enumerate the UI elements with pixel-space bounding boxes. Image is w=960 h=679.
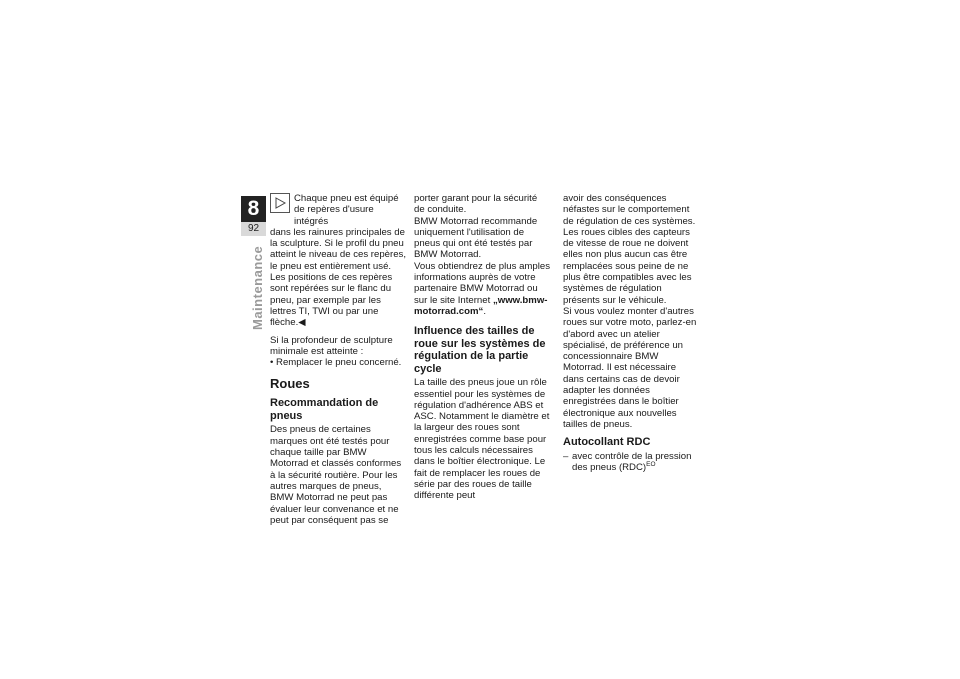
rdc-item-text: avec contrôle de la pression des pneus (RDC): [572, 450, 692, 474]
column-1: [270, 193, 406, 526]
rdc-superscript: EO: [646, 460, 656, 468]
column-3: [563, 193, 699, 473]
note-line-2: de repères d'usure intégrés: [294, 204, 374, 227]
page-number: 92: [241, 222, 266, 236]
dash-marker: –: [563, 450, 569, 462]
heading-rdc: Autocollant RDC: [563, 436, 651, 449]
rdc-list-item: [563, 451, 699, 474]
info-text: Vous obtiendrez de plus amples informations auprès de votre partenaire BMW Motorrad ou sur le site Internet „www.bmw-motorrad.com“.: [414, 260, 550, 317]
heading-influence: Influence des tailles de roue sur les systèmes de régulation de la partie cycle: [414, 325, 546, 375]
sensor-text: Les roues cibles des capteurs de vitesse de roue ne doivent elles non plus aucun cas être remplacées sous peine de ne plus être compatibles avec les systèmes de régulation présents sur le véhicule.: [563, 226, 692, 306]
column-2: [414, 193, 550, 502]
note-icon: [270, 193, 290, 213]
workshop-text: Si vous voulez monter d'autres roues sur votre moto, parlez-en d'abord avec un atelier spécialisé, de préférence un concessionnaire BMW Motorrad. Il est nécessaire dans certains cas de devoir adapter les données enregistrées dans le boîtier électronique aux nouvelles tailles de pneus.: [563, 305, 697, 430]
reco-text: Des pneus de certaines marques ont été testés pour chaque taille par BMW Motorrad et classés conformes à la sécurité routière. Pour les autres marques de pneus, BMW Motorrad ne peut pas évaluer leur convenance et ne peut par conséquent pas se: [270, 424, 402, 526]
chapter-tab: [241, 196, 266, 236]
depth-text: Si la profondeur de sculpture minimale est atteinte :: [270, 334, 393, 357]
chapter-number: 8: [241, 196, 266, 222]
end-mark: ◀: [298, 317, 306, 329]
bullet-item: • Remplacer le pneu concerné.: [270, 357, 402, 369]
cont-text: porter garant pour la sécurité de conduite.: [414, 193, 538, 216]
subheading-recommandation: Recommandation de pneus: [270, 397, 379, 422]
influence-text: La taille des pneus joue un rôle essentiel pour les systèmes de régulation d'adhérence ABS et ASC. Notamment le diamètre et la largeur des roues sont enregistrées comme base pour tous les calculs nécessaires dans le boîtier électronique. Le fait de remplacer les roues de série par des roues de taille différente peut: [414, 377, 550, 502]
note-line-1: Chaque pneu est équipé: [294, 193, 399, 204]
recommend-text: BMW Motorrad recommande uniquement l'utilisation de pneus qui ont été testés par BMW Motorrad.: [414, 215, 538, 261]
website-link[interactable]: „www.bmw-motorrad.com“: [414, 294, 548, 317]
consequence-text: avoir des conséquences néfastes sur le comportement de régulation de ces systèmes.: [563, 193, 696, 227]
heading-roues: Roues: [270, 376, 310, 392]
note-text: dans les rainures principales de la sculpture. Si le profil du pneu atteint le niveau de ces repères, le pneu est entièrement usé. Les positions de ces repères sont repérées sur le flanc du pneu, par exemple par les lettres TI, TWI ou par une flèche.◀: [270, 226, 406, 329]
section-label-text: Maintenance: [250, 245, 265, 330]
note-block: [270, 193, 406, 227]
